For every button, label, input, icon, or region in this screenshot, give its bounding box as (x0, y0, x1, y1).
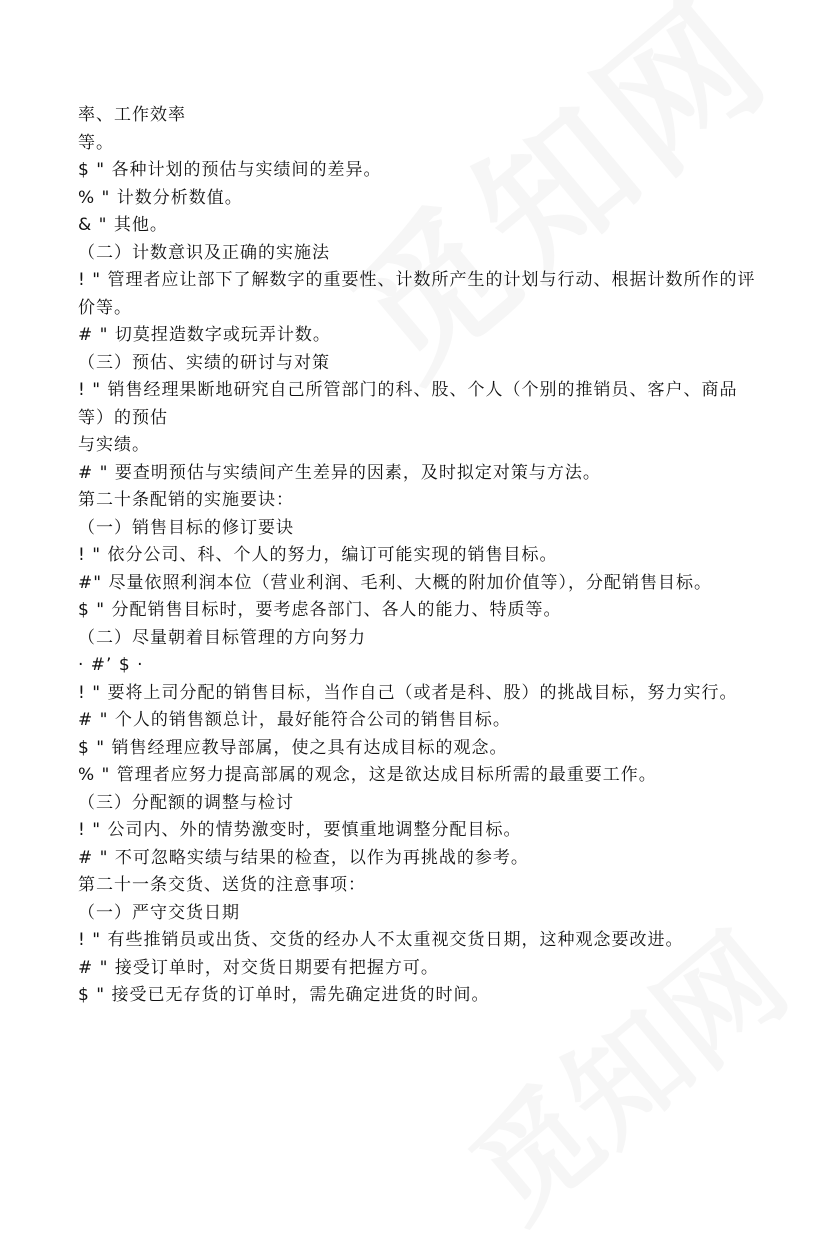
text-line: # " 切莫捏造数字或玩弄计数。 (78, 325, 331, 345)
text-line: # " 不可忽略实绩与结果的检查，以作为再挑战的参考。 (78, 847, 529, 868)
section-heading: （二）计数意识及正确的实施法 (78, 242, 330, 263)
text-line: ! " 销售经理果断地研究自己所管部门的科、股、个人（个别的推销员、客户、商品等）的预估 (78, 380, 738, 428)
section-heading: （三）预估、实绩的研讨与对策 (78, 352, 330, 373)
section-heading: （三）分配额的调整与检讨 (78, 792, 294, 813)
text-line: # " 个人的销售额总计，最好能符合公司的销售目标。 (78, 710, 511, 730)
text-line: 率、工作效率 (78, 105, 186, 125)
text-line: ! " 公司内、外的情势激变时，要慎重地调整分配目标。 (78, 820, 522, 840)
text-line: ! " 要将上司分配的销售目标，当作自己（或者是科、股）的挑战目标，努力实行。 (78, 682, 738, 703)
text-line: ! " 依分公司、科、个人的努力，编订可能实现的销售目标。 (78, 545, 558, 565)
text-line: $ " 接受已无存货的订单时，需先确定进货的时间。 (78, 985, 490, 1005)
text-line: ! " 管理者应让部下了解数字的重要性、计数所产生的计划与行动、根据计数所作的评价等。 (78, 270, 756, 318)
text-line: $ " 各种计划的预估与实绩间的差异。 (78, 160, 382, 180)
text-line: ! " 有些推销员或出货、交货的经办人不太重视交货日期，这种观念要改进。 (78, 930, 684, 950)
text-line: $ " 分配销售目标时，要考虑各部门、各人的能力、特质等。 (78, 600, 562, 620)
section-heading: （一）销售目标的修订要诀 (78, 517, 294, 538)
text-line: # " 要查明预估与实绩间产生差异的因素，及时拟定对策与方法。 (78, 462, 601, 483)
text-line: & " 其他。 (78, 215, 168, 235)
text-line: % " 管理者应努力提高部属的观念，这是欲达成目标所需的最重要工作。 (78, 765, 657, 785)
section-heading: （一）严守交货日期 (78, 902, 240, 923)
text-line: · #’ $ · (78, 655, 144, 675)
text-line: $ " 销售经理应教导部属，使之具有达成目标的观念。 (78, 737, 508, 758)
section-heading: （二）尽量朝着目标管理的方向努力 (78, 627, 366, 648)
text-line: 等。 (78, 132, 114, 153)
text-line: # " 接受订单时，对交货日期要有把握方可。 (78, 957, 439, 978)
text-line: 与实绩。 (78, 435, 150, 455)
text-line: #" 尽量依照利润本位（营业利润、毛利、大概的附加价值等），分配销售目标。 (78, 572, 712, 593)
article-heading: 第二十条配销的实施要诀： (78, 490, 294, 510)
document-body (78, 102, 758, 1010)
text-line: % " 计数分析数值。 (78, 187, 243, 208)
article-heading: 第二十一条交货、送货的注意事项： (78, 875, 366, 895)
